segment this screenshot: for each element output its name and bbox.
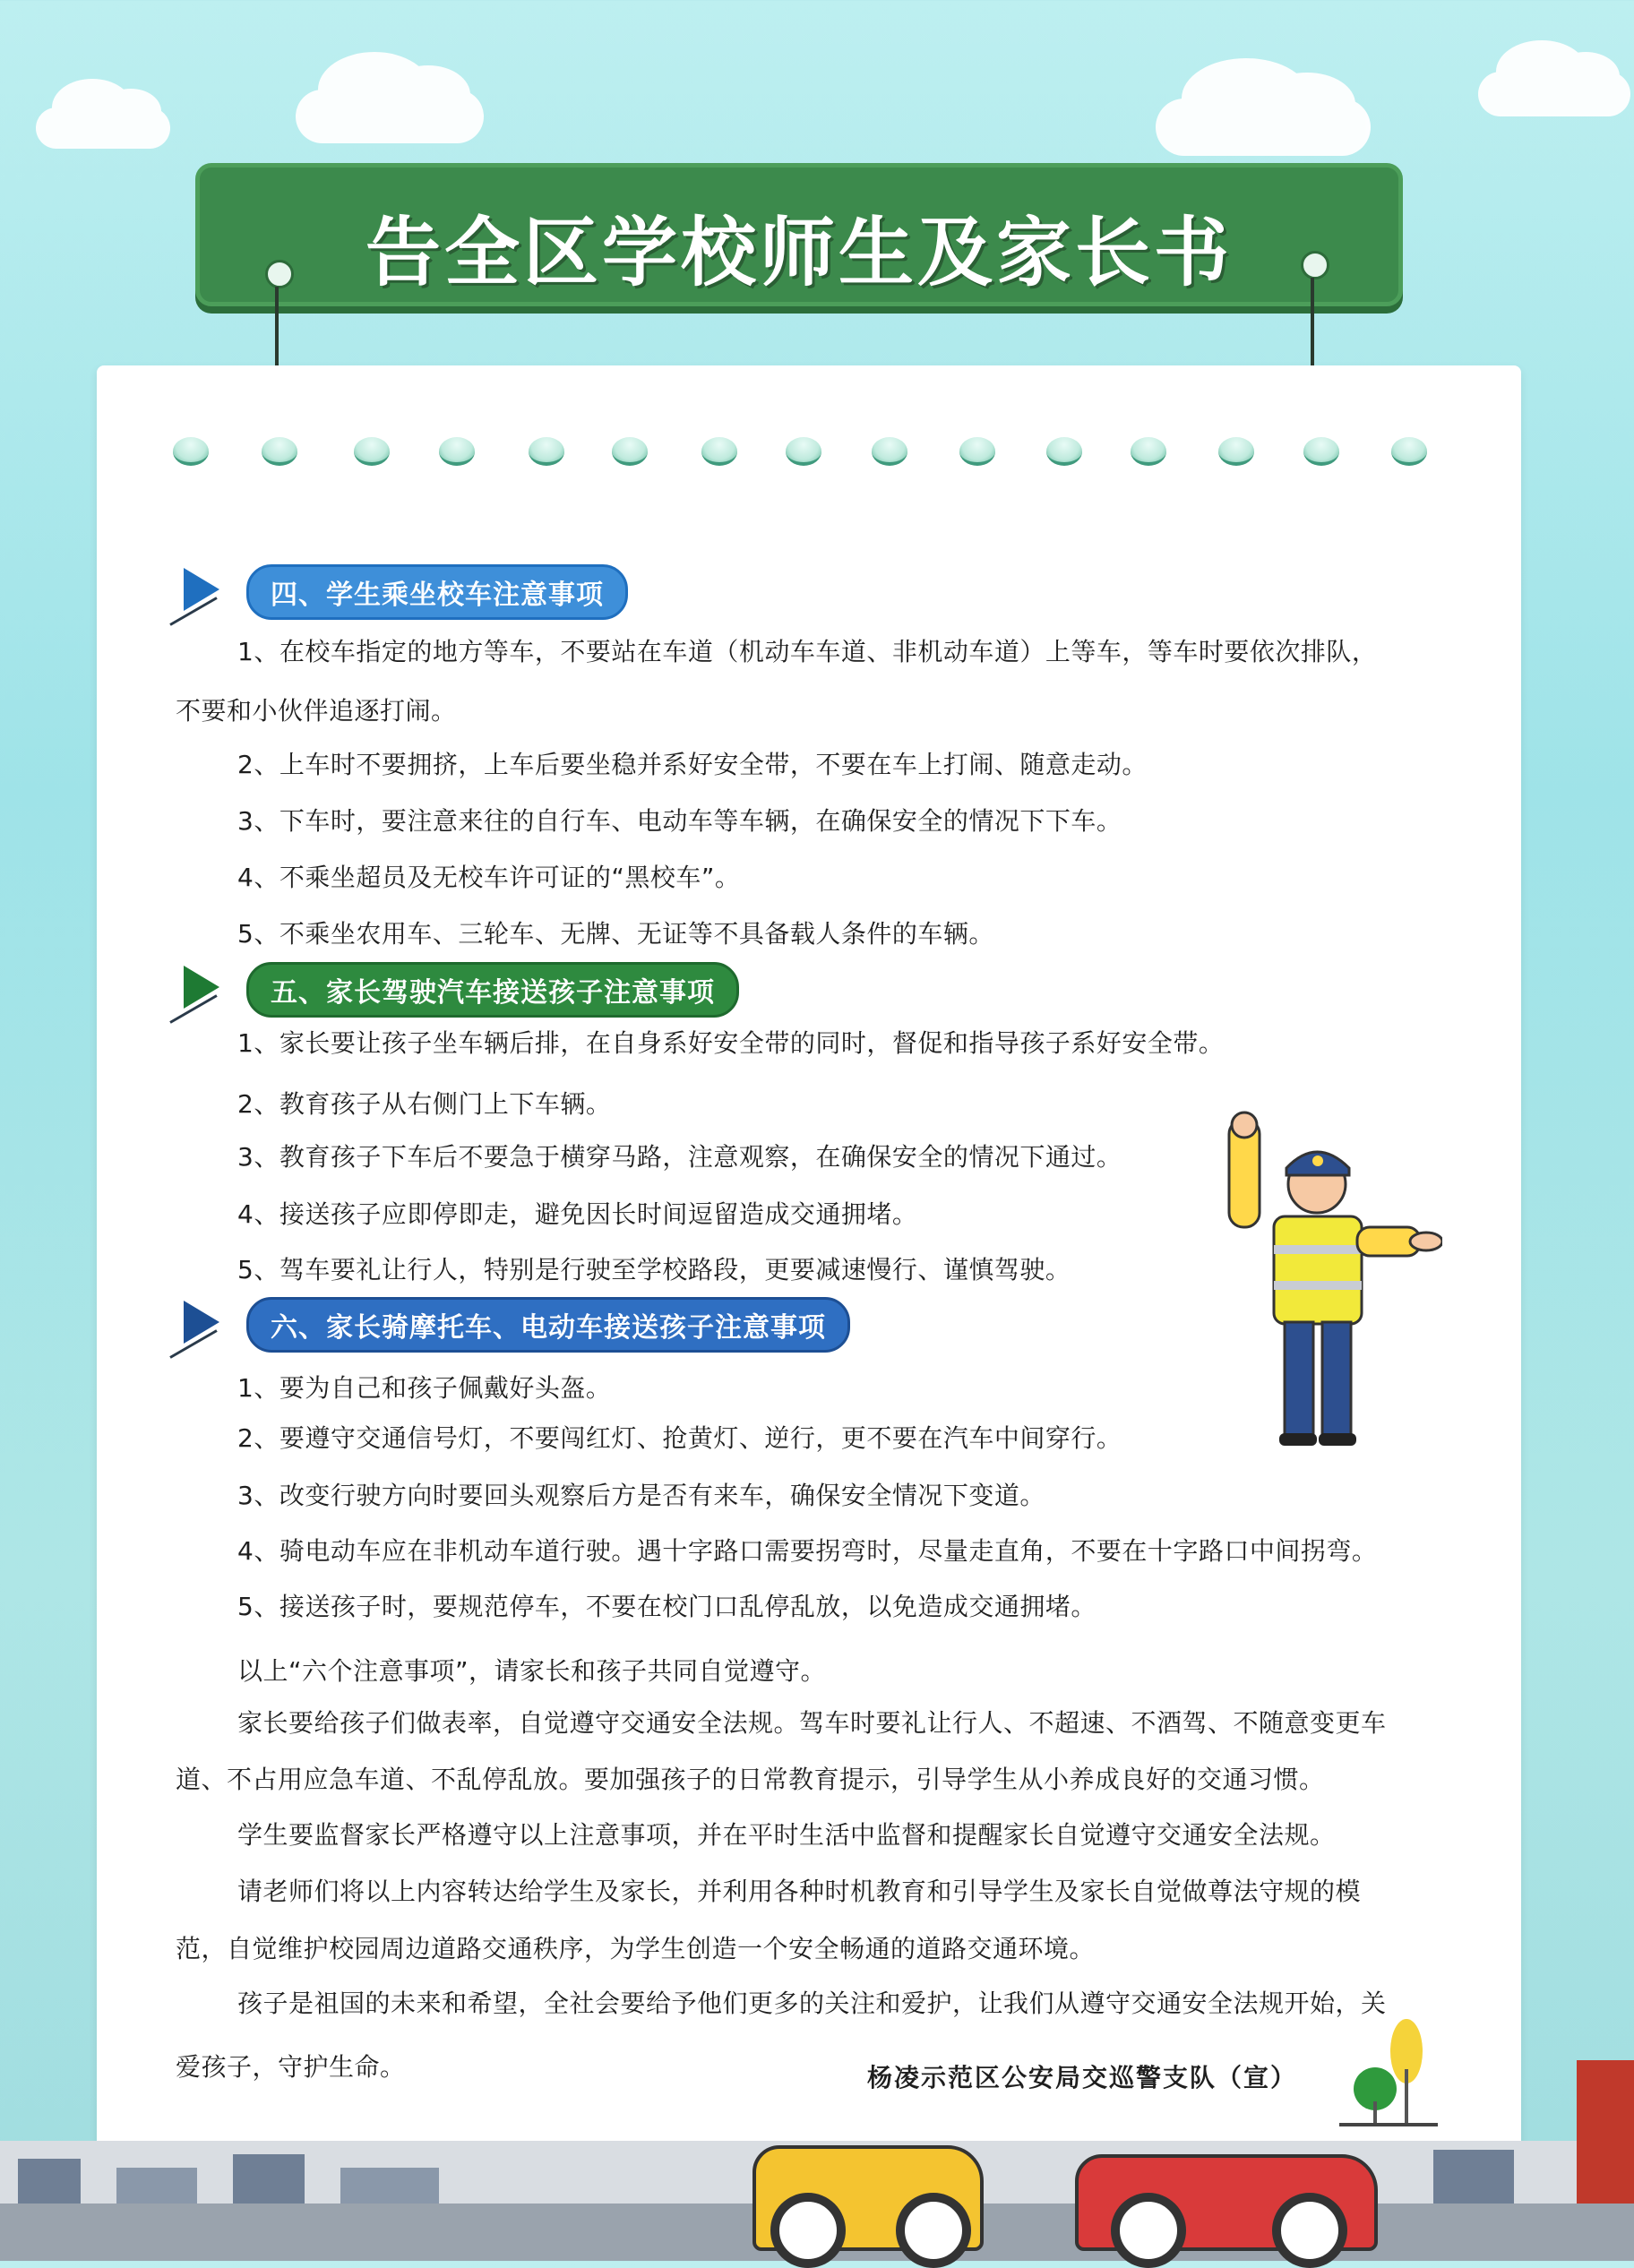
closing-line5: 请老师们将以上内容转达给学生及家长，并利用各种时机教育和引导学生及家长自觉做尊法守规的模 xyxy=(237,1877,1362,1906)
closing-line7: 孩子是祖国的未来和希望，全社会要给予他们更多的关注和爱护，让我们从遵守交通安全法规开始，关 xyxy=(237,1989,1387,2018)
ring-icon xyxy=(1131,437,1166,466)
section4-line2: 2、上车时不要拥挤，上车后要坐稳并系好安全带，不要在车上打闹、随意走动。 xyxy=(237,750,1148,779)
section6-line5: 5、接送孩子时，要规范停车，不要在校门口乱停乱放，以免造成交通拥堵。 xyxy=(237,1592,1096,1621)
section-heading-4: 四、学生乘坐校车注意事项 xyxy=(246,564,628,620)
section4-line1-cont: 不要和小伙伴追逐打闹。 xyxy=(176,696,457,726)
closing-line3: 道、不占用应急车道、不乱停乱放。要加强孩子的日常教育提示，引导学生从小养成良好的交通习惯。 xyxy=(176,1765,1325,1794)
section4-line4: 4、不乘坐超员及无校车许可证的“黑校车”。 xyxy=(237,863,741,892)
wheel-icon xyxy=(896,2193,971,2268)
closing-line1: 以上“六个注意事项”，请家长和孩子共同自觉遵守。 xyxy=(237,1656,827,1686)
section6-line3: 3、改变行驶方向时要回头观察后方是否有来车，确保安全情况下变道。 xyxy=(237,1481,1045,1510)
wheel-icon xyxy=(1111,2193,1186,2268)
section4-line1: 1、在校车指定的地方等车，不要站在车道（机动车车道、非机动车道）上等车，等车时要依次排队， xyxy=(237,637,1378,666)
closing-line2: 家长要给孩子们做表率，自觉遵守交通安全法规。驾车时要礼让行人、不超速、不酒驾、不随意变更车 xyxy=(237,1708,1387,1738)
ring-icon xyxy=(354,437,390,466)
section5-line5: 5、驾车要礼让行人，特别是行驶至学校路段，更要减速慢行、谨慎驾驶。 xyxy=(237,1255,1071,1284)
section6-line2: 2、要遵守交通信号灯，不要闯红灯、抢黄灯、逆行，更不要在汽车中间穿行。 xyxy=(237,1423,1122,1453)
cloud xyxy=(1156,99,1371,156)
section-heading-6: 六、家长骑摩托车、电动车接送孩子注意事项 xyxy=(246,1297,850,1353)
ring-icon xyxy=(173,437,209,466)
ring-icon xyxy=(1046,437,1082,466)
ring-icon xyxy=(612,437,648,466)
ring-icon xyxy=(1218,437,1254,466)
section5-line2: 2、教育孩子从右侧门上下车辆。 xyxy=(237,1089,612,1119)
section5-line1: 1、家长要让孩子坐车辆后排，在自身系好安全带的同时，督促和指导孩子系好安全带。 xyxy=(237,1028,1225,1058)
ring-icon xyxy=(786,437,821,466)
traffic-police-illustration xyxy=(1209,1111,1442,1451)
page-title: 告全区学校师生及家长书 xyxy=(365,209,1233,296)
closing-line6: 范，自觉维护校园周边道路交通秩序，为学生创造一个安全畅通的道路交通环境。 xyxy=(176,1934,1096,1963)
closing-line8: 爱孩子，守护生命。 xyxy=(176,2052,406,2082)
wheel-icon xyxy=(770,2193,846,2268)
cloud xyxy=(36,107,170,149)
building xyxy=(1577,2060,1634,2212)
pin-left-icon xyxy=(265,260,294,288)
ring-icon xyxy=(959,437,995,466)
ring-icon xyxy=(1303,437,1339,466)
section4-line5: 5、不乘坐农用车、三轮车、无牌、无证等不具备载人条件的车辆。 xyxy=(237,919,994,949)
section5-line4: 4、接送孩子应即停即走，避免因长时间逗留造成交通拥堵。 xyxy=(237,1199,918,1229)
wheel-icon xyxy=(1272,2193,1347,2268)
ring-icon xyxy=(529,437,564,466)
pin-right-icon xyxy=(1301,251,1329,279)
cloud xyxy=(296,90,484,143)
ring-icon xyxy=(701,437,737,466)
signature: 杨凌示范区公安局交巡警支队（宣） xyxy=(867,2063,1298,2092)
ring-icon xyxy=(1391,437,1427,466)
section-heading-5: 五、家长驾驶汽车接送孩子注意事项 xyxy=(246,962,739,1018)
section5-line3: 3、教育孩子下车后不要急于横穿马路，注意观察，在确保安全的情况下通过。 xyxy=(237,1142,1122,1172)
cloud xyxy=(1478,72,1630,116)
section6-line4: 4、骑电动车应在非机动车道行驶。遇十字路口需要拐弯时，尽量走直角，不要在十字路口中间拐弯。 xyxy=(237,1536,1378,1566)
closing-line4: 学生要监督家长严格遵守以上注意事项，并在平时生活中监督和提醒家长自觉遵守交通安全法规。 xyxy=(237,1820,1336,1850)
title-banner xyxy=(195,163,1403,306)
ring-icon xyxy=(262,437,297,466)
tree-icon xyxy=(1339,2015,1438,2132)
section6-line1: 1、要为自己和孩子佩戴好头盔。 xyxy=(237,1373,612,1403)
section4-line3: 3、下车时，要注意来往的自行车、电动车等车辆，在确保安全的情况下下车。 xyxy=(237,806,1122,836)
ring-icon xyxy=(872,437,907,466)
ring-icon xyxy=(439,437,475,466)
